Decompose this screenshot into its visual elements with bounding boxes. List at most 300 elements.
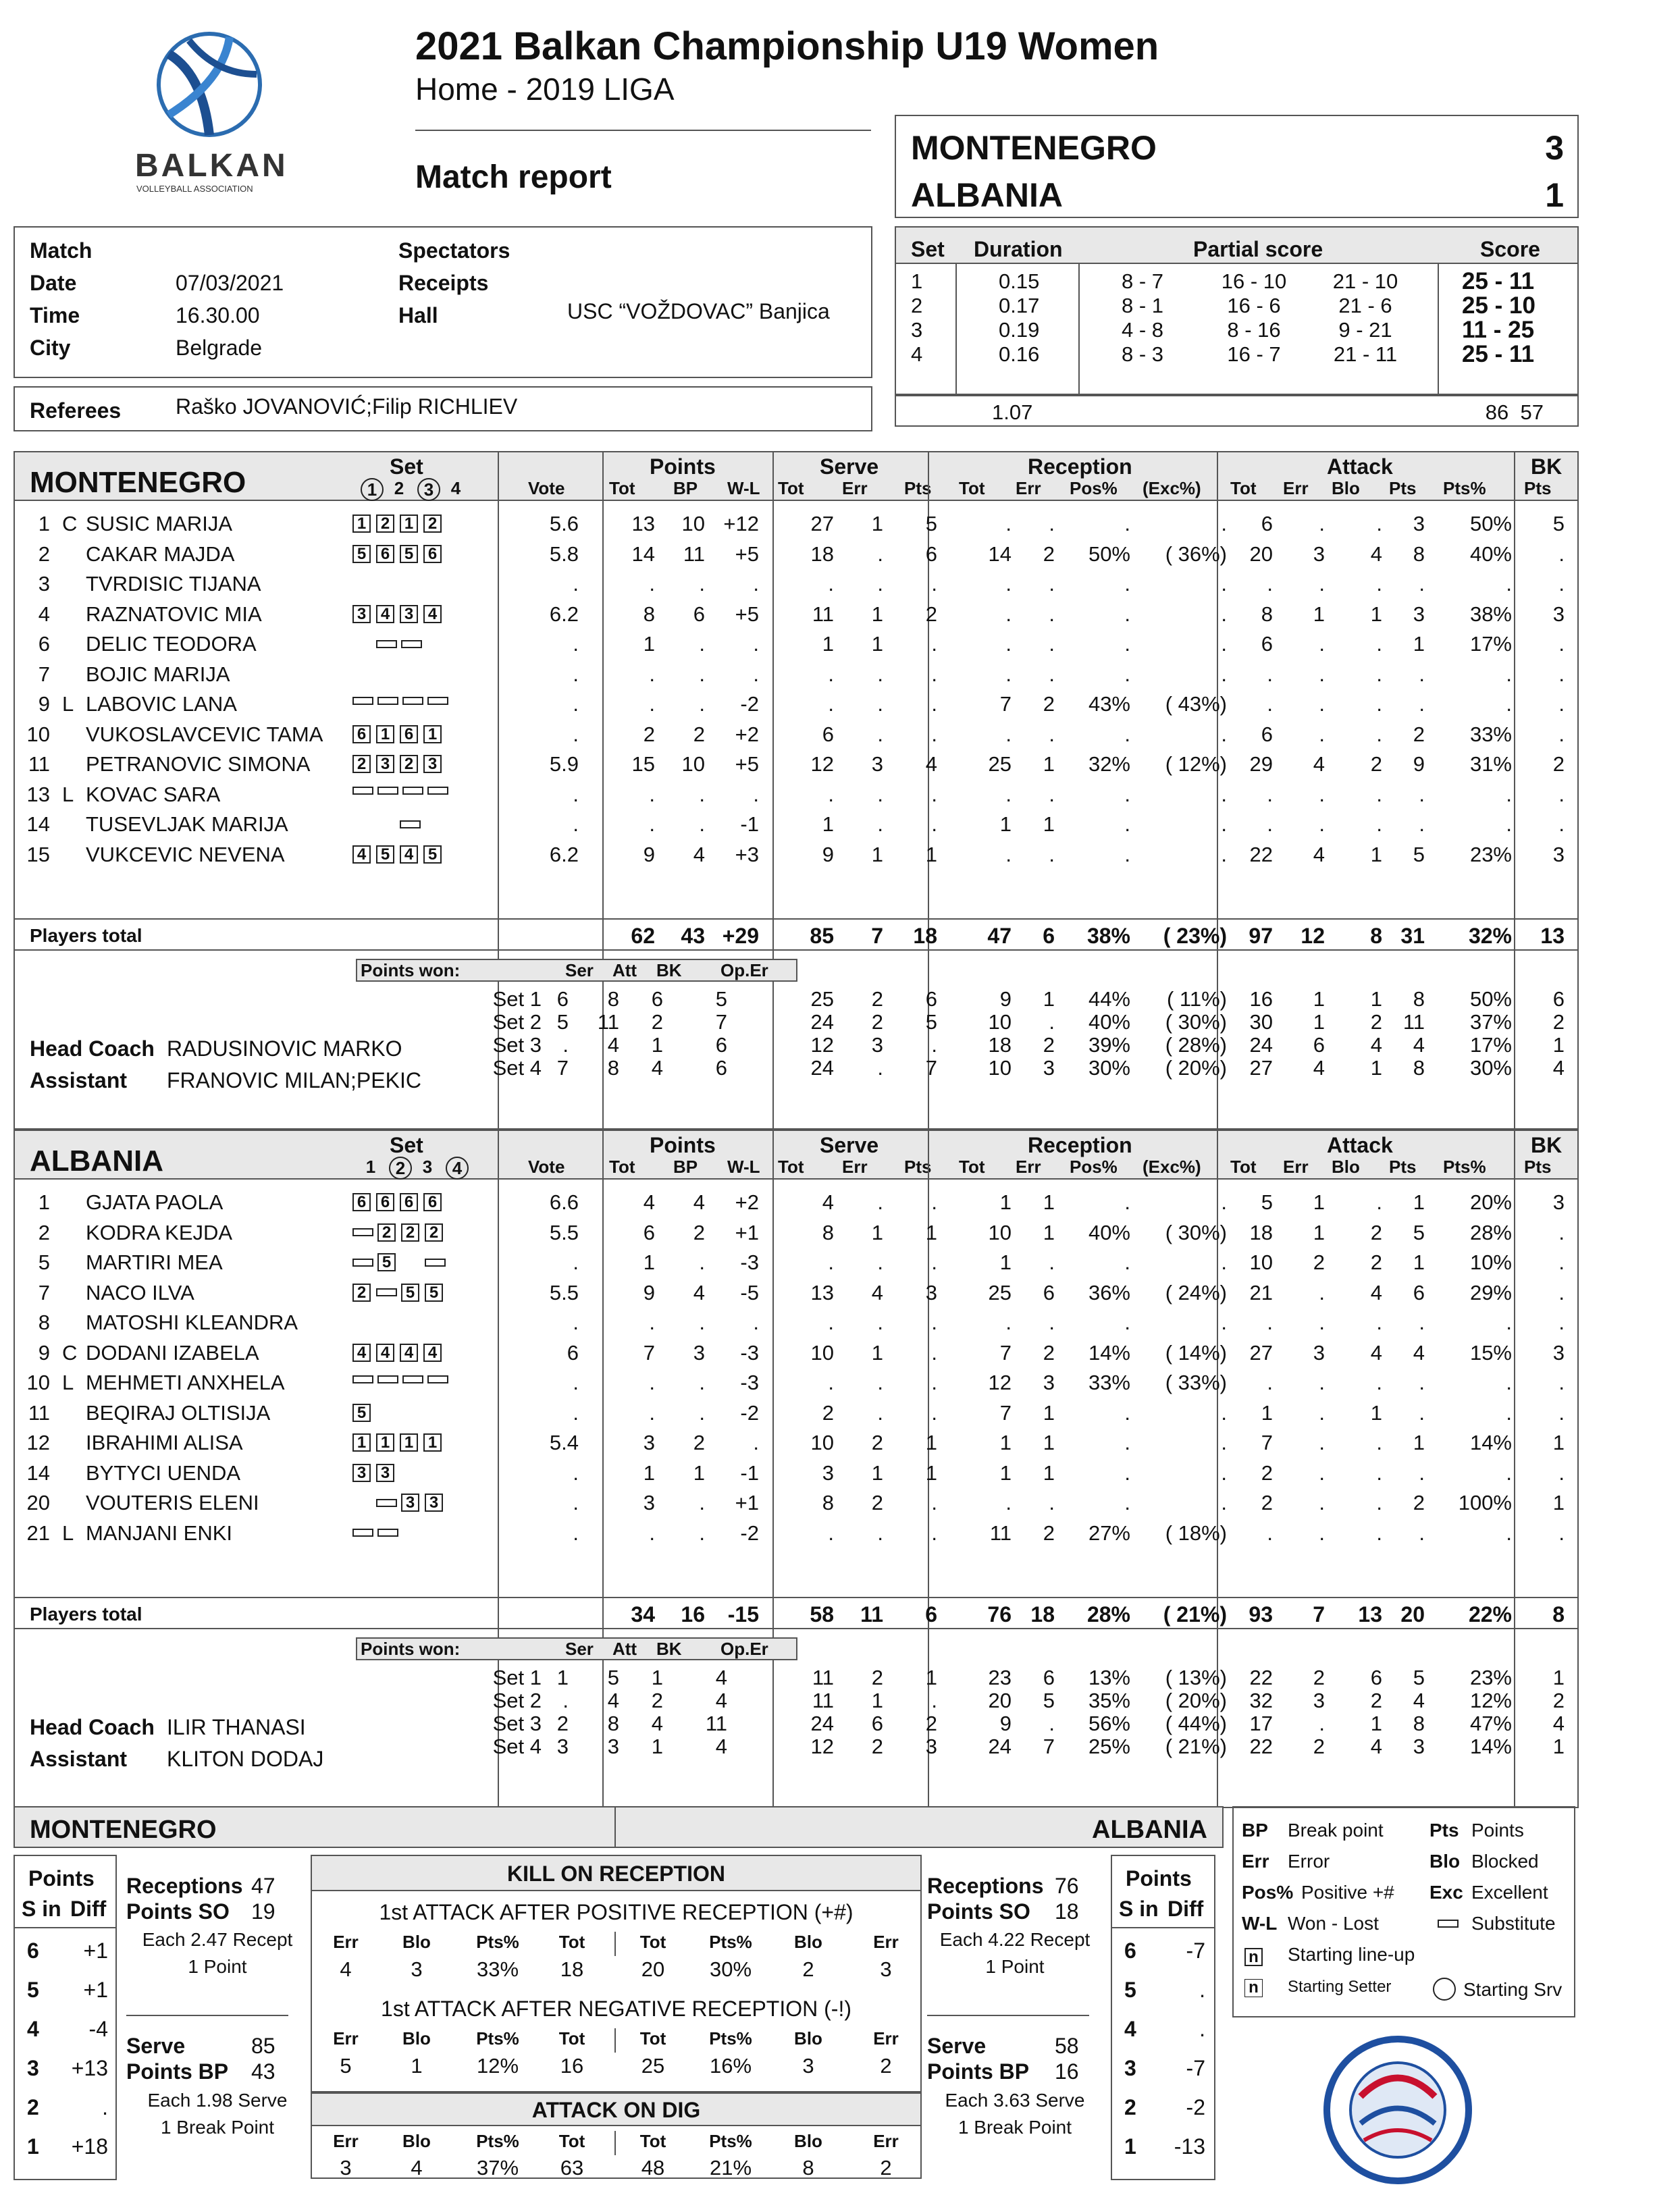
sets-row-partial-2: 16 - 6 xyxy=(1227,294,1281,317)
player-stat: . xyxy=(1558,572,1565,596)
set-row-stat: 1 xyxy=(1043,987,1055,1011)
player-stat: . xyxy=(1506,662,1512,686)
dig-title: ATTACK ON DIG xyxy=(531,2098,701,2122)
right-each-serve: Each 3.63 Serve xyxy=(945,2090,1085,2111)
substitute-icon xyxy=(352,1375,373,1383)
starting-position-box: 3 xyxy=(400,605,418,623)
team2-total-stat: 22% xyxy=(1468,1602,1512,1627)
diff-set: 2 xyxy=(27,2095,39,2119)
team2-player-row[interactable] xyxy=(15,1401,1568,1428)
team2-subheader-points-wl: W-L xyxy=(727,1157,760,1177)
player-stat: 29 xyxy=(1249,752,1273,776)
team2-player-row[interactable] xyxy=(15,1431,1568,1458)
player-stat: . xyxy=(1221,842,1227,866)
player-stat: ( 43%) xyxy=(1165,692,1227,716)
player-stat: 2 xyxy=(1261,1491,1273,1514)
pos-title: 1st ATTACK AFTER POSITIVE RECEPTION (+#) xyxy=(379,1900,854,1924)
legend-bp: BP xyxy=(1242,1820,1268,1841)
sets-row-partial-2: 16 - 10 xyxy=(1221,269,1287,293)
set-row-stat: 4 xyxy=(1413,1033,1425,1057)
player-stat: . xyxy=(931,632,937,656)
player-number: 6 xyxy=(38,632,50,656)
player-name: MATOSHI KLEANDRA xyxy=(86,1311,298,1334)
team2-player-row[interactable] xyxy=(15,1371,1568,1398)
set-row-pw: 4 xyxy=(715,1735,727,1758)
team2-total-stat: 20 xyxy=(1400,1602,1425,1627)
player-stat: 1 xyxy=(999,1460,1012,1485)
set-row-stat: 2 xyxy=(1552,1010,1565,1034)
player-stat: . xyxy=(699,662,705,686)
sets-header-set: Set xyxy=(911,237,945,261)
team2-total-stat: 6 xyxy=(925,1602,937,1627)
player-stat: . xyxy=(1124,512,1130,535)
starting-position-box: 6 xyxy=(423,1193,442,1211)
kill-header: Blo xyxy=(402,2131,431,2151)
player-stat: . xyxy=(1124,722,1130,746)
player-stat: . xyxy=(1558,662,1565,686)
kill-value: 8 xyxy=(802,2156,814,2180)
logo-text: BALKAN xyxy=(135,148,288,184)
player-stat: 2 xyxy=(1261,1460,1273,1485)
player-stat: 3 xyxy=(1313,1340,1325,1365)
player-stat: 5 xyxy=(1261,1190,1273,1214)
player-stat: 4 xyxy=(1370,1340,1382,1365)
player-stat: . xyxy=(1506,1460,1512,1485)
starting-position-box: 1 xyxy=(423,725,442,743)
kill-header: Pts% xyxy=(709,2028,752,2049)
set-row-stat: 27 xyxy=(1249,1056,1273,1080)
player-role: C xyxy=(62,512,78,535)
set-row-stat: 4 xyxy=(1552,1712,1565,1735)
team1-player-row[interactable] xyxy=(15,783,1568,810)
starting-position-box: 2 xyxy=(352,1284,371,1302)
team2-subheader-att-err: Err xyxy=(1283,1157,1309,1177)
set-row-stat: 4 xyxy=(1313,1056,1325,1080)
set-row-stat: 6 xyxy=(1552,987,1565,1011)
diff-set: 6 xyxy=(1124,1938,1136,1963)
player-stat: . xyxy=(1319,692,1325,716)
starting-position-box: 5 xyxy=(425,1284,443,1302)
player-stat: . xyxy=(1319,722,1325,746)
set-row-label: Set 4 xyxy=(492,1735,542,1758)
player-stat: . xyxy=(1376,1431,1382,1454)
player-set-boxes xyxy=(352,1223,448,1242)
team2-subheader-set-3: 3 xyxy=(422,1157,433,1177)
left-each-bp: 1 Break Point xyxy=(160,2117,275,2138)
diff-value: -7 xyxy=(1186,2056,1205,2080)
set-row-stat: 8 xyxy=(1413,1056,1425,1080)
player-stat: 2 xyxy=(1370,1250,1382,1274)
team2-total-stat: 7 xyxy=(1313,1602,1325,1627)
player-stat: ( 12%) xyxy=(1165,752,1227,776)
player-stat: . xyxy=(699,1521,705,1545)
player-stat: . xyxy=(699,1371,705,1394)
set-row-label: Set 2 xyxy=(492,1010,542,1034)
player-set-boxes xyxy=(352,1284,448,1302)
team1-player-row[interactable] xyxy=(15,572,1568,599)
hall-value: USC “VOŽDOVAC” Banjica xyxy=(567,299,830,323)
kill-value: 12% xyxy=(476,2054,519,2078)
set-row-stat: 18 xyxy=(988,1033,1012,1057)
player-name: DODANI IZABELA xyxy=(86,1340,259,1365)
player-stat: 40% xyxy=(1469,542,1512,566)
player-stat: ( 24%) xyxy=(1165,1280,1227,1304)
set-row-pw: 2 xyxy=(556,1712,569,1735)
kill-header: Blo xyxy=(402,2028,431,2049)
player-name: CAKAR MAJDA xyxy=(86,542,235,566)
starting-position-box: 4 xyxy=(376,605,394,623)
team1-player-row[interactable] xyxy=(15,843,1568,870)
substitute-icon xyxy=(377,787,398,795)
player-stat: . xyxy=(1506,782,1512,806)
player-stat: . xyxy=(877,1400,883,1425)
player-stat: . xyxy=(1419,1460,1425,1485)
team2-player-row[interactable] xyxy=(15,1281,1568,1308)
total-line-bottom xyxy=(15,949,1577,951)
left-each-serve: Each 1.98 Serve xyxy=(147,2090,288,2111)
team1-player-row[interactable] xyxy=(15,662,1568,689)
team1-player-row[interactable] xyxy=(15,632,1568,659)
set-row-stat: 16 xyxy=(1249,987,1273,1011)
player-stat: . xyxy=(1005,632,1012,656)
player-stat: . xyxy=(699,1491,705,1514)
time-value: 16.30.00 xyxy=(176,303,260,327)
team2-player-row[interactable] xyxy=(15,1221,1568,1248)
set-row-stat: . xyxy=(931,1033,937,1057)
kill-value: 2 xyxy=(802,1957,814,1981)
set-row-stat: 9 xyxy=(999,987,1012,1011)
starting-position-box: 6 xyxy=(423,545,442,563)
set-row-stat: 6 xyxy=(1043,1666,1055,1689)
set-row-label: Set 3 xyxy=(492,1033,542,1057)
right-each-point: 1 Point xyxy=(985,1956,1045,1977)
sets-row-partial-2: 16 - 7 xyxy=(1227,342,1281,366)
substitute-icon xyxy=(400,820,421,828)
set-row-stat: 23 xyxy=(988,1666,1012,1689)
team1-subheader-att-pts: Pts xyxy=(1389,478,1417,498)
right-diff-label: Diff xyxy=(1167,1897,1204,1921)
team1-pw-header: Att xyxy=(612,960,637,980)
team2-header-set: Set xyxy=(390,1133,423,1157)
team1-player-row[interactable] xyxy=(15,512,1568,539)
team1-player-row[interactable] xyxy=(15,692,1568,719)
player-stat: . xyxy=(931,782,937,806)
set-row-label: Set 4 xyxy=(492,1056,542,1080)
player-stat: . xyxy=(753,572,759,596)
set-row-stat: 1 xyxy=(871,1689,883,1712)
set-row-stat: 2 xyxy=(1370,1010,1382,1034)
starting-position-box: 5 xyxy=(352,545,371,563)
player-stat: 4 xyxy=(822,1190,834,1214)
player-stat: . xyxy=(1558,1521,1565,1545)
team2-subheader-points-bp: BP xyxy=(673,1157,698,1177)
team2-player-row[interactable] xyxy=(15,1311,1568,1338)
player-stat: . xyxy=(877,662,883,686)
set-row-stat: 14% xyxy=(1469,1735,1512,1758)
team1-subheader-rec-err: Err xyxy=(1016,478,1041,498)
team2-subheader-set-1: 1 xyxy=(365,1157,376,1177)
player-stat: ( 18%) xyxy=(1165,1521,1227,1545)
set-row-stat: 37% xyxy=(1469,1010,1512,1034)
sets-row-partial-3: 9 - 21 xyxy=(1338,318,1392,342)
team1-player-row[interactable] xyxy=(15,752,1568,779)
kill-value: 3 xyxy=(880,1957,892,1981)
player-stat: . xyxy=(1558,812,1565,836)
team2-player-row[interactable] xyxy=(15,1250,1568,1277)
player-stat: 6 xyxy=(1261,722,1273,746)
kill-divider xyxy=(614,1932,616,1956)
player-stat: . xyxy=(1376,1460,1382,1485)
set-row-pw: 5 xyxy=(715,987,727,1011)
team2-total-stat: 18 xyxy=(1030,1602,1055,1627)
player-stat: -3 xyxy=(740,1340,759,1365)
team1-subheader-att-blo: Blo xyxy=(1332,478,1360,498)
set-row-pw: 8 xyxy=(607,1056,619,1080)
player-stat: 10 xyxy=(810,1431,834,1454)
right-sin-label: S in xyxy=(1119,1897,1159,1921)
set-row-stat: 3 xyxy=(1413,1735,1425,1758)
sets-row-set: 2 xyxy=(911,294,923,317)
player-stat: . xyxy=(931,692,937,716)
team1-subheader-bk-pts: Pts xyxy=(1524,478,1552,498)
set-row-pw: 4 xyxy=(651,1056,663,1080)
team1-subheader-serve-tot: Tot xyxy=(778,478,804,498)
player-stat: 22 xyxy=(1249,842,1273,866)
set-row-stat: 24 xyxy=(988,1735,1012,1758)
player-stat: . xyxy=(1221,1250,1227,1274)
player-stat: . xyxy=(1124,1190,1130,1214)
set-row-stat: 1 xyxy=(1552,1666,1565,1689)
kill-value: 2 xyxy=(880,2156,892,2180)
player-stat: . xyxy=(1221,602,1227,626)
player-stat: 1 xyxy=(999,1431,1012,1454)
date-value: 07/03/2021 xyxy=(176,271,284,295)
player-stat: . xyxy=(1376,1491,1382,1514)
player-stat: 1 xyxy=(1370,602,1382,626)
set-row-stat: 6 xyxy=(1370,1666,1382,1689)
player-name: BOJIC MARIJA xyxy=(86,662,230,686)
player-stat: +5 xyxy=(735,752,759,776)
player-stat: 4 xyxy=(871,1280,883,1304)
player-stat: -1 xyxy=(740,1460,759,1485)
player-stat: 3 xyxy=(822,1460,834,1485)
diff-value: . xyxy=(1199,1978,1205,2002)
substitute-icon xyxy=(352,1529,373,1537)
set-empty xyxy=(352,815,371,833)
total-duration: 1.07 xyxy=(992,400,1033,424)
set-row-stat: 4 xyxy=(1552,1056,1565,1080)
player-stat: . xyxy=(828,572,834,596)
legend-lineup-desc: Starting line-up xyxy=(1288,1944,1415,1965)
player-stat: . xyxy=(1221,1400,1227,1425)
page-title: 2021 Balkan Championship U19 Women xyxy=(415,24,1159,68)
team2-pw-label: Points won: xyxy=(361,1639,461,1659)
player-stat: . xyxy=(573,782,579,806)
player-stat: 7 xyxy=(1261,1431,1273,1454)
player-stat: . xyxy=(1376,692,1382,716)
starting-position-box: 6 xyxy=(400,1193,418,1211)
player-stat: 25 xyxy=(988,752,1012,776)
player-stat: 1 xyxy=(871,512,883,535)
team2-player-row[interactable] xyxy=(15,1190,1568,1217)
player-stat: . xyxy=(828,662,834,686)
player-stat: +3 xyxy=(735,842,759,866)
player-stat: . xyxy=(1319,1371,1325,1394)
logo-subtext: VOLLEYBALL ASSOCIATION xyxy=(136,184,253,194)
player-set-boxes xyxy=(352,845,447,864)
player-number: 20 xyxy=(26,1491,50,1514)
left-sin-label: S in xyxy=(22,1897,61,1921)
player-stat: . xyxy=(1049,782,1055,806)
player-set-boxes xyxy=(352,695,452,707)
set-row-stat: 22 xyxy=(1249,1735,1273,1758)
set-row-stat: 5 xyxy=(1413,1666,1425,1689)
player-stat: 8 xyxy=(822,1491,834,1514)
team1-assistant-name: FRANOVIC MILAN;PEKIC xyxy=(167,1068,421,1092)
sets-row-set: 1 xyxy=(911,269,923,293)
substitute-icon xyxy=(427,1375,448,1383)
set-row-pw: 6 xyxy=(556,987,569,1011)
starting-position-box: 5 xyxy=(377,1253,396,1271)
set-row-pw: 11 xyxy=(597,1010,619,1034)
player-stat: 14 xyxy=(631,542,655,566)
player-set-boxes xyxy=(352,545,447,563)
set-row-pw: 1 xyxy=(651,1666,663,1689)
attack-on-dig-box xyxy=(311,2092,922,2179)
starting-position-box: 6 xyxy=(400,725,418,743)
starting-position-box: 4 xyxy=(423,605,442,623)
player-stat: 1 xyxy=(871,842,883,866)
player-stat: . xyxy=(1049,1250,1055,1274)
player-stat: 3 xyxy=(643,1431,655,1454)
player-stat: . xyxy=(1419,1371,1425,1394)
player-stat: 2 xyxy=(643,722,655,746)
diff-set: 3 xyxy=(1124,2056,1136,2080)
substitute-icon xyxy=(402,1375,423,1383)
set-row-stat: ( 44%) xyxy=(1165,1712,1227,1735)
player-stat: . xyxy=(1049,632,1055,656)
player-name: BEQIRAJ OLTISIJA xyxy=(86,1400,271,1425)
left-points-label: Points xyxy=(28,1866,95,1891)
team2-header-serve: Serve xyxy=(820,1133,879,1157)
team1-player-row[interactable] xyxy=(15,812,1568,839)
team2-total-stat: 76 xyxy=(987,1602,1012,1627)
diff-value: +1 xyxy=(83,1978,108,2002)
player-stat: 7 xyxy=(643,1340,655,1365)
set-row-stat: 56% xyxy=(1088,1712,1130,1735)
player-set-boxes xyxy=(352,1344,447,1362)
substitute-icon xyxy=(425,1259,446,1267)
sets-row-set: 4 xyxy=(911,342,923,366)
player-set-boxes xyxy=(352,1524,450,1542)
kill-header: Pts% xyxy=(709,1932,752,1952)
player-stat: . xyxy=(649,1371,655,1394)
team2-player-row[interactable] xyxy=(15,1521,1568,1548)
player-number: 14 xyxy=(26,1460,50,1485)
player-stat: . xyxy=(877,542,883,566)
left-so-label: Points SO xyxy=(126,1899,230,1924)
team2-player-row[interactable] xyxy=(15,1341,1568,1368)
player-stat: 20% xyxy=(1469,1190,1512,1214)
set-row-stat: ( 28%) xyxy=(1165,1033,1227,1057)
player-stat: . xyxy=(1376,662,1382,686)
player-stat: . xyxy=(573,572,579,596)
set-row-label: Set 1 xyxy=(492,1666,542,1689)
referees-value: Raško JOVANOVIĆ;Filip RICHLIEV xyxy=(176,394,518,419)
player-role: L xyxy=(62,1371,74,1394)
referees-label: Referees xyxy=(30,398,122,423)
player-stat: . xyxy=(649,692,655,716)
time-label: Time xyxy=(30,303,80,327)
team2-player-row[interactable] xyxy=(15,1491,1568,1518)
legend-err: Err xyxy=(1242,1851,1269,1872)
team1-player-row[interactable] xyxy=(15,602,1568,629)
starting-position-box: 4 xyxy=(352,845,371,864)
team2-player-row[interactable] xyxy=(15,1461,1568,1488)
player-stat: 13 xyxy=(810,1280,834,1304)
set-row-stat: 11 xyxy=(1402,1010,1425,1034)
legend-err-desc: Error xyxy=(1288,1851,1330,1872)
player-stat: . xyxy=(828,1371,834,1394)
team1-total-stat: 38% xyxy=(1086,924,1130,948)
substitute-icon xyxy=(377,697,398,705)
set-row-stat: 2 xyxy=(925,1712,937,1735)
team1-player-row[interactable] xyxy=(15,542,1568,569)
player-name: RAZNATOVIC MIA xyxy=(86,602,262,626)
set-row-stat: 1 xyxy=(1370,1712,1382,1735)
player-stat: . xyxy=(828,1250,834,1274)
team1-player-row[interactable] xyxy=(15,722,1568,749)
player-number: 13 xyxy=(26,782,50,806)
player-stat: 5.9 xyxy=(549,752,579,776)
player-stat: . xyxy=(1124,1250,1130,1274)
team2-total-stat: 8 xyxy=(1552,1602,1565,1627)
player-stat: 21 xyxy=(1249,1280,1273,1304)
team1-total-stat: 13 xyxy=(1540,924,1565,948)
player-stat: . xyxy=(931,1400,937,1425)
player-stat: 1 xyxy=(1043,1431,1055,1454)
player-stat: . xyxy=(1221,1311,1227,1334)
right-so-value: 18 xyxy=(1055,1899,1079,1924)
team1-total-stat: 43 xyxy=(681,924,705,948)
kill-value: 3 xyxy=(802,2054,814,2078)
legend-exc: Exc xyxy=(1429,1882,1463,1903)
kill-value: 18 xyxy=(560,1957,584,1981)
kill-header: Tot xyxy=(639,2028,666,2049)
legend-wl: W-L xyxy=(1242,1913,1278,1934)
starting-position-box: 2 xyxy=(377,1223,396,1242)
player-stat: . xyxy=(1506,1521,1512,1545)
player-set-boxes xyxy=(352,1433,447,1452)
starting-position-box: 2 xyxy=(401,1223,419,1242)
substitute-icon xyxy=(427,787,448,795)
sets-header-partial: Partial score xyxy=(1193,237,1323,261)
player-stat: . xyxy=(1319,1491,1325,1514)
player-stat: 6 xyxy=(567,1340,579,1365)
kill-header: Err xyxy=(873,2028,899,2049)
balkan-logo xyxy=(128,27,290,196)
starting-position-box: 4 xyxy=(423,1344,442,1362)
player-stat: . xyxy=(1558,1280,1565,1304)
player-stat: 11 xyxy=(683,542,705,566)
set-row-pw: 3 xyxy=(607,1735,619,1758)
player-stat: 6 xyxy=(1261,632,1273,656)
player-stat: . xyxy=(877,722,883,746)
player-stat: 6.2 xyxy=(549,842,579,866)
legend-pts: Pts xyxy=(1429,1820,1459,1841)
set-row-pw: . xyxy=(562,1033,569,1057)
set-row-pw: 5 xyxy=(607,1666,619,1689)
